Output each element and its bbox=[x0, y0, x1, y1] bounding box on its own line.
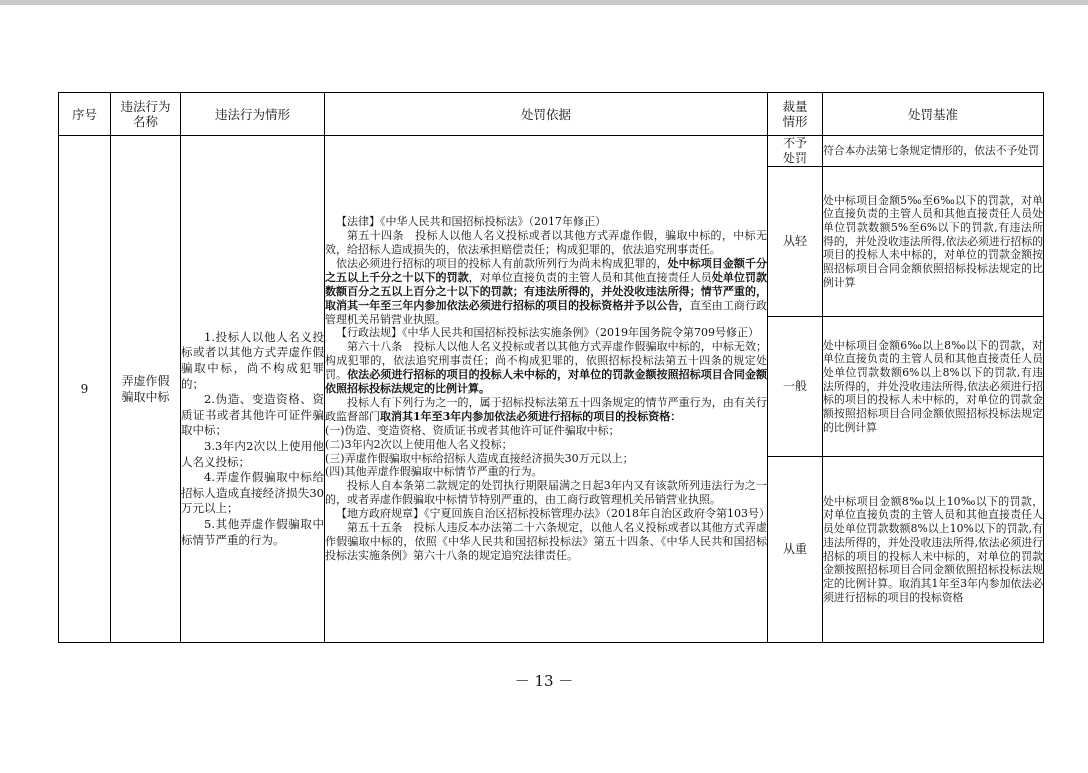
level-lenient: 从轻 bbox=[768, 167, 823, 317]
table-row bbox=[59, 136, 1044, 167]
basis-article-54: 第五十四条 投标人以他人名义投标或者以其他方式弄虚作假，骗取中标的，中标无效，给招标人造成损失的，依法承担赔偿责任；构成犯罪的，依法追究刑事责任。 bbox=[325, 229, 767, 256]
header-standard: 处罚基准 bbox=[823, 93, 1044, 136]
header-name bbox=[111, 93, 181, 136]
basis-text: 直至由工商行政管理机关吊销营业执照。 bbox=[325, 298, 768, 326]
basis-article-55: 第五十五条 投标人违反本办法第二十六条规定，以他人名义投标或者以其他方式弄虚作假骗取中标的，依照《中华人民共和国招标投标法》第五十四条、《中华人民共和国招标投标法实施条例》第六十八条的规定追究法律责任。 bbox=[325, 521, 767, 562]
basis-text: ，对单位直接负责的主管人员和其他直接责任人员 bbox=[468, 270, 712, 284]
basis-text: 依法必须进行招标的项目的投标人有前款所列行为尚未构成犯罪的， bbox=[336, 256, 668, 270]
header-row bbox=[59, 93, 1044, 136]
penalty-basis-cell bbox=[325, 136, 768, 643]
basis-law-title: 【法律】《中华人民共和国招标投标法》（2017年修正） bbox=[336, 215, 606, 229]
header-discretion bbox=[768, 93, 823, 136]
violation-situation-cell bbox=[181, 136, 325, 643]
violation-name-text: 弄虚作假骗取中标 bbox=[121, 374, 170, 404]
top-edge-bar bbox=[0, 0, 1088, 5]
level-no-penalty bbox=[768, 136, 823, 167]
penalty-table bbox=[58, 92, 1044, 643]
basis-bold-text: 处中标项目金额千分之五以上千分之十以下的罚款 bbox=[325, 256, 767, 284]
header-name-text: 违法行为名称 bbox=[120, 99, 171, 129]
standard-general: 处中标项目金额6‰以上8‰以下的罚款，对单位直接负责的主管人员和其他直接责任人员处单位罚款数额6%以上8%以下的罚款,有违法所得的，并处没收违法所得,依法必须进行招标的项目的投标人未中标的，对单位的罚款金额按照招标项目合同金额依照招标投标法规定的比例计算 bbox=[823, 317, 1044, 457]
basis-article-68-para2 bbox=[325, 396, 767, 424]
basis-list-item: (一)伪造、变造资格、资质证书或者其他许可证件骗取中标； bbox=[325, 423, 620, 437]
situation-item: 3.3年内2次以上使用他人名义投标； bbox=[181, 439, 324, 469]
situation-item: 2.伪造、变造资格、资质证书或者其他许可证件骗取中标； bbox=[181, 392, 324, 438]
header-discretion-text: 裁量情形 bbox=[782, 99, 808, 129]
basis-article-68 bbox=[325, 340, 767, 396]
basis-bold-text: 处单位罚款数额百分之五以上百分之十以下的罚款；有违法所得的，并处没收违法所得；情节严重的，取消其一年至三年内参加依法必须进行招标的项目的投标资格并予以公告， bbox=[325, 270, 768, 312]
level-no-penalty-text: 不予处罚 bbox=[782, 136, 807, 165]
level-severe: 从重 bbox=[768, 457, 823, 643]
basis-regulation-title: 【行政法规】《中华人民共和国招标投标法实施条例》（2019年国务院令第709号修正） bbox=[336, 326, 759, 340]
basis-list-item: (四)其他弄虚作假骗取中标情节严重的行为。 bbox=[325, 465, 543, 479]
header-basis: 处罚依据 bbox=[325, 93, 768, 136]
standard-no-penalty: 符合本办法第七条规定情形的，依法不予处罚 bbox=[823, 136, 1044, 167]
standard-severe: 处中标项目金额8‰以上10‰以下的罚款，对单位直接负责的主管人员和其他直接责任人员处单位罚款数额8%以上10%以下的罚款,有违法所得的，并处没收违法所得,依法必须进行招标的项目的投标人未中标的，对单位的罚款金额按照招标项目合同金额依照招标投标法规定的比例计算。取消其1年至3年内参加依法必须进行招标的项目的投标资格 bbox=[823, 457, 1044, 643]
situation-item: 4.弄虚作假骗取中标给招标人造成直接经济损失30万元以上； bbox=[181, 470, 324, 516]
basis-list-item: (三)弄虚作假骗取中标给招标人造成直接经济损失30万元以上； bbox=[325, 451, 634, 465]
situation-item: 5.其他弄虚作假骗取中标情节严重的行为。 bbox=[181, 516, 324, 547]
seq-cell: 9 bbox=[59, 136, 111, 643]
situation-item: 1.投标人以他人名义投标或者以其他方式弄虚作假骗取中标，尚不构成犯罪的； bbox=[181, 329, 324, 391]
situation-block bbox=[181, 330, 324, 548]
basis-bold-text: 取消其1年至3年内参加依法必须进行招标的项目的投标资格： bbox=[380, 409, 682, 423]
violation-name-cell bbox=[111, 136, 181, 643]
basis-text: 第六十八条 投标人以他人名义投标或者以其他方式弄虚作假骗取中标的，中标无效；构成犯罪的，依法追究刑事责任；尚不构成犯罪的，依照招标投标法第五十四条的规定处罚。 bbox=[325, 340, 767, 382]
basis-local-rule-title: 【地方政府规章】《宁夏回族自治区招标投标管理办法》（2018年自治区政府令第103号） bbox=[336, 507, 770, 521]
basis-list-item: (二)3年内2次以上使用他人名义投标； bbox=[325, 437, 513, 451]
standard-lenient: 处中标项目金额5‰至6‰以下的罚款，对单位直接负责的主管人员和其他直接责任人员处单位罚款数额5%至6%以下的罚款,有违法所得的，并处没收违法所得,依法必须进行招标的项目的投标人未中标的，对单位的罚款金额按照招标项目合同金额依照招标投标法规定的比例计算 bbox=[823, 167, 1044, 317]
basis-article-68-para3: 投标人自本条第二款规定的处罚执行期限届满之日起3年内又有该款所列违法行为之一的，或者弄虚作假骗取中标情节特别严重的，由工商行政管理机关吊销营业执照。 bbox=[325, 479, 767, 507]
header-situation: 违法行为情形 bbox=[181, 93, 325, 136]
level-general: 一般 bbox=[768, 317, 823, 457]
page-number: － 13 － bbox=[514, 672, 574, 690]
header-seq: 序号 bbox=[59, 93, 111, 136]
basis-article-54-para2 bbox=[325, 257, 767, 327]
basis-text: 投标人有下列行为之一的，属于招标投标法第五十四条规定的情节严重行为，由有关行政监督部门 bbox=[325, 395, 767, 423]
basis-bold-text: 依法必须进行招标的项目的投标人未中标的，对单位的罚款金额按照招标项目合同金额依照招标投标法规定的比例计算。 bbox=[325, 368, 768, 396]
